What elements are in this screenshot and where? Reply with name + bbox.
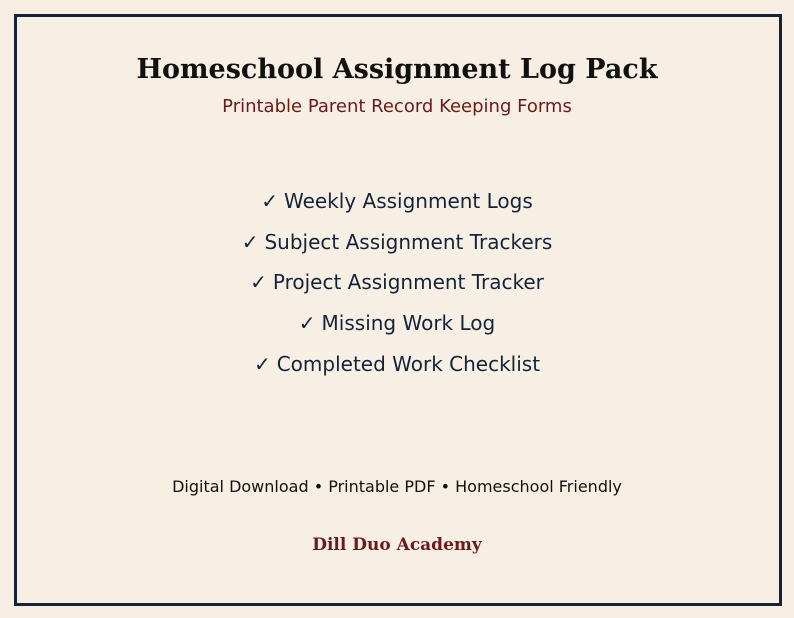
feature-item bbox=[0, 268, 794, 309]
feature-item bbox=[0, 187, 794, 228]
checkmark-icon: ✓ bbox=[261, 189, 278, 213]
tagline: Digital Download • Printable PDF • Homeschool Friendly bbox=[172, 477, 622, 496]
checkmark-icon: ✓ bbox=[253, 351, 271, 376]
checkmark-icon: ✓ bbox=[241, 229, 259, 254]
feature-label: Subject Assignment Trackers bbox=[264, 229, 553, 254]
feature-item bbox=[0, 309, 794, 350]
feature-label: Weekly Assignment Logs bbox=[283, 189, 533, 213]
feature-label: Completed Work Checklist bbox=[276, 351, 541, 376]
page-subtitle: Printable Parent Record Keeping Forms bbox=[222, 96, 572, 117]
checkmark-icon: ✓ bbox=[298, 311, 316, 336]
feature-label: Project Assignment Tracker bbox=[272, 270, 544, 295]
feature-item bbox=[0, 350, 794, 391]
feature-label: Missing Work Log bbox=[321, 311, 496, 336]
checkmark-icon: ✓ bbox=[250, 270, 267, 295]
page-title: Homeschool Assignment Log Pack bbox=[136, 54, 658, 85]
brand-name: Dill Duo Academy bbox=[312, 535, 482, 555]
feature-list bbox=[0, 187, 794, 390]
feature-item bbox=[0, 228, 794, 269]
